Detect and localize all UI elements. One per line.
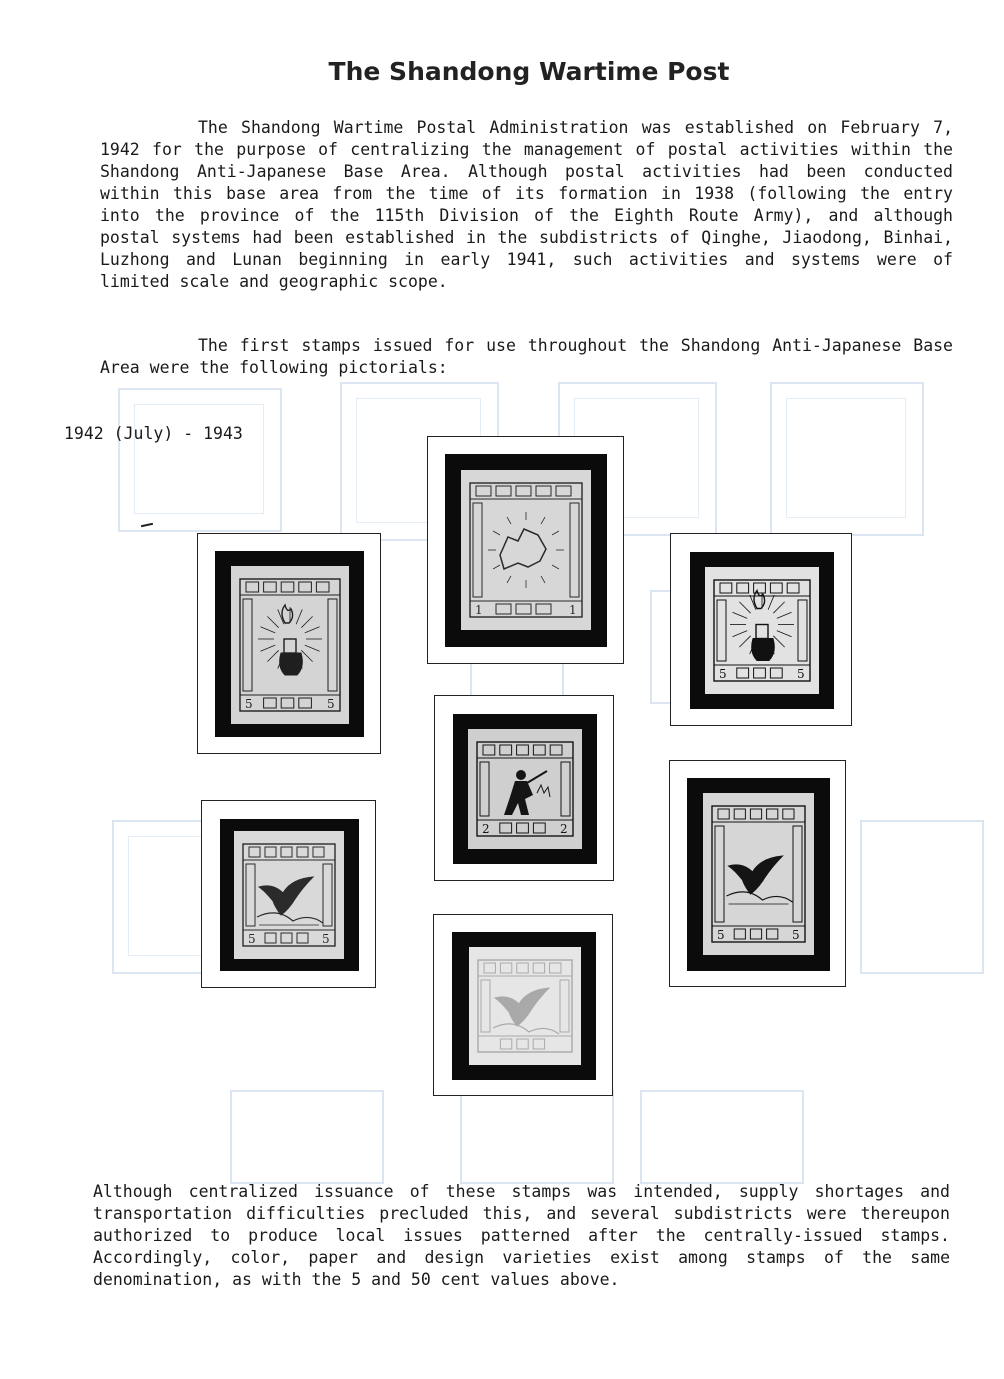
page-title: The Shandong Wartime Post	[328, 56, 730, 86]
stamp-faded-eagle	[469, 947, 581, 1065]
stamp-5-cent-torch-left	[231, 566, 349, 724]
svg-text:5: 5	[322, 932, 330, 946]
stamp-50-cent-eagle-right-design	[703, 793, 814, 955]
stamp-2-cent-soldier	[468, 729, 582, 849]
svg-text:5: 5	[719, 667, 727, 681]
stamp-5-cent-torch-right	[705, 567, 819, 694]
stamp-mount-5-cent-left	[197, 533, 381, 754]
intro-paragraph-text: The Shandong Wartime Postal Administration was established on February 7, 1942 for the purpose of centralizing the management of postal activities within the Shandong Anti-Japanese Base Area. Although postal activities had been conducted within this base area from the time of its formation in 1938 (following the entry into the province of the 115th Division of the Eighth Route Army), and although postal systems had been established in the subdistricts of Qinghe, Jiaodong, Binhai, Luzhong and Lunan beginning in early 1941, such activities and systems were of limited scale and geographic scope.	[100, 118, 953, 291]
stamp-mount-faded	[433, 914, 613, 1096]
svg-text:1: 1	[475, 603, 483, 617]
stamp-1-cent-map	[461, 470, 591, 630]
stamps-intro-paragraph	[100, 335, 953, 379]
closing-paragraph: Although centralized issuance of these stamps was intended, supply shortages and transportation difficulties precluded this, and several subdistricts were thereupon authorized to produce local issues patterned after the centrally-issued stamps. Accordingly, color, paper and design varieties exist among stamps of the same denomination, as with the 5 and 50 cent values above.	[93, 1182, 950, 1289]
stamp-5-cent-torch-right-design	[705, 567, 819, 694]
svg-text:5: 5	[797, 667, 805, 681]
stamp-mount-5-cent-eagle-left	[201, 800, 376, 988]
svg-text:2: 2	[560, 822, 568, 836]
svg-text:5: 5	[792, 928, 800, 942]
stamp-1-cent-map-design	[461, 470, 591, 630]
stamp-5-cent-eagle-left	[234, 831, 344, 959]
stamp-2-cent-soldier-design	[468, 729, 582, 849]
stamp-faded-eagle-design	[469, 947, 581, 1065]
stamp-mount-2-cent	[434, 695, 614, 881]
svg-text:5: 5	[327, 697, 335, 711]
svg-text:5: 5	[717, 928, 725, 942]
svg-text:1: 1	[569, 603, 577, 617]
stamp-mount-1-cent	[427, 436, 624, 664]
issue-date-label: 1942 (July) - 1943	[64, 424, 243, 443]
svg-text:2: 2	[482, 822, 490, 836]
stamp-5-cent-eagle-left-design	[234, 831, 344, 959]
stamp-5-cent-torch-left-design	[231, 566, 349, 724]
svg-text:5: 5	[245, 697, 253, 711]
svg-text:5: 5	[248, 932, 256, 946]
intro-paragraph	[100, 117, 953, 293]
stamps-intro-paragraph-text: The first stamps issued for use throughout the Shandong Anti-Japanese Base Area were the following pictorials:	[100, 336, 953, 377]
stamp-mount-5-cent-right	[670, 533, 852, 726]
stamp-mount-eagle-right	[669, 760, 846, 987]
stamp-50-cent-eagle-right	[703, 793, 814, 955]
